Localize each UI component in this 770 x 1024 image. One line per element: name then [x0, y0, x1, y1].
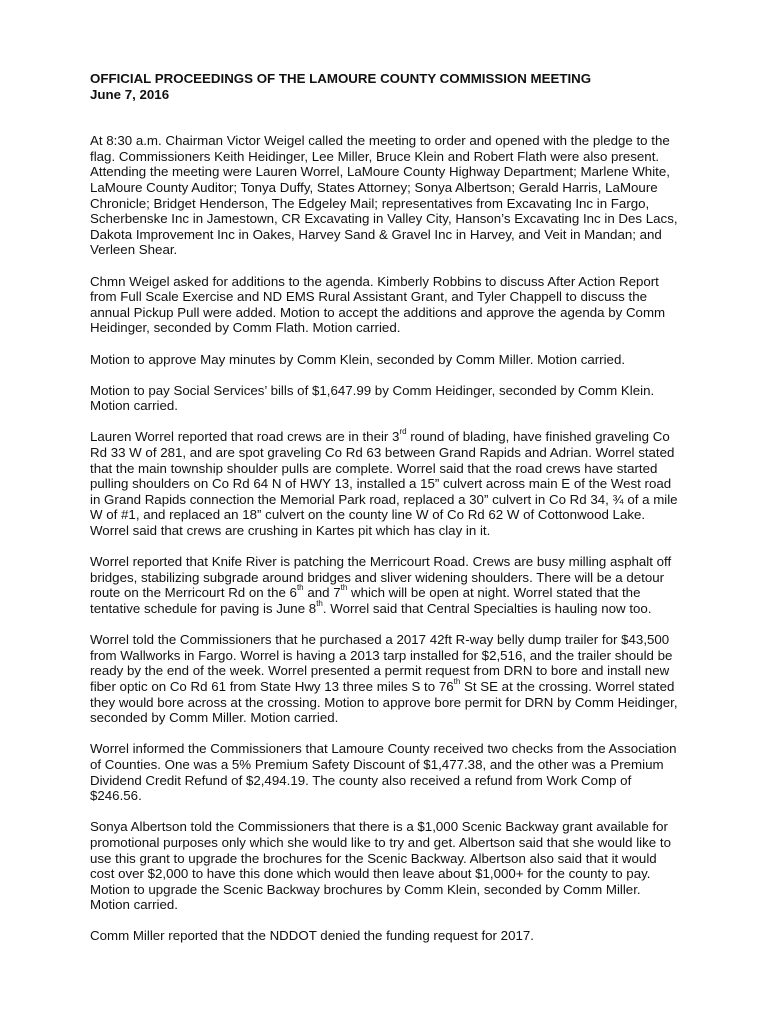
superscript: th: [453, 676, 461, 686]
document-date: June 7, 2016: [90, 86, 170, 102]
text-run: Worrel told the Commissioners that he purchased a 2017 42ft R-way belly dump trailer for $43,500 from Wallworks in Fargo. Worrel is having a 2013 tarp installed for $2,516, and the trailer should be ready by the end of the week. Worrel presented a permit request from DRN to bore and install new fiber optic on Co Rd 61 from State Hwy 13 three miles S to 76: [90, 632, 673, 694]
paragraph-knife-river: [90, 554, 680, 616]
paragraph-social-services: Motion to pay Social Services’ bills of $1,647.99 by Comm Heidinger, seconded by Comm Klein. Motion carried.: [90, 382, 655, 414]
document-header: [90, 71, 680, 102]
document-title: OFFICIAL PROCEEDINGS OF THE LAMOURE COUNTY COMMISSION MEETING: [90, 71, 592, 86]
paragraph-nddot: Comm Miller reported that the NDDOT denied the funding request for 2017.: [90, 928, 534, 944]
text-run: and 7: [303, 585, 341, 601]
text-run: round of blading, have finished graveling Co Rd 33 W of 281, and are spot graveling Co Rd 63 between Grand Rapids and Adrian. Worrel stated that the main township shoulder pulls are complete. Worrel said that the road crews have started pulling shoulders on Co Rd 64 N of HWY 13, installed a 15” culvert across main E of the West road in Grand Rapids connection the Memorial Park road, replaced a 30” culvert in Co Rd 34, ¾ of a mile W of #1, and replaced an 18” culvert on the county line W of Co Rd 62 W of Cottonwood Lake. Worrel said that crews are crushing in Kartes pit which has clay in it.: [90, 429, 678, 539]
text-run: Worrel reported that Knife River is patching the Merricourt Road. Crews are busy milling asphalt off bridges, stabilizing subgrade around bridges and sliver widening shoulders. There will be a detour route on the Merricourt Rd on the 6: [90, 554, 672, 601]
text-run: . Worrel said that Central Specialties is hauling now too.: [322, 601, 652, 616]
superscript: rd: [399, 427, 407, 437]
paragraph-association-checks: Worrel informed the Commissioners that Lamoure County received two checks from the Association of Counties. One was a 5% Premium Safety Discount of $1,477.38, and the other was a Premium Dividend Credit Refund of $2,494.19. The county also received a refund from Work Comp of $246.56.: [90, 741, 677, 804]
text-run: which will be open at night. Worrel stated that the tentative schedule for paving is June 8: [90, 585, 641, 616]
paragraph-agenda: Chmn Weigel asked for additions to the agenda. Kimberly Robbins to discuss After Action Report from Full Scale Exercise and ND EMS Rural Assistant Grant, and Tyler Chappell to discuss the annual Pickup Pull were added. Motion to accept the additions and approve the agenda by Comm Heidinger, seconded by Comm Flath. Motion carried.: [90, 273, 666, 336]
superscript: th: [340, 583, 348, 593]
text-run: Lauren Worrel reported that road crews are in their 3: [90, 429, 400, 445]
paragraph-attendance: At 8:30 a.m. Chairman Victor Weigel called the meeting to order and opened with the pledge to the flag. Commissioners Keith Heidinger, Lee Miller, Bruce Klein and Robert Flath were also present. Attending the meeting were Lauren Worrel, LaMoure County Highway Department; Marlene White, LaMoure County Auditor; Tonya Duffy, States Attorney; Sonya Albertson; Gerald Harris, LaMoure Chronicle; Bridget Henderson, The Edgeley Mail; representatives from Excavating Inc in Fargo, Scherbenske Inc in Jamestown, CR Excavating in Valley City, Hanson’s Excavating Inc in Des Lacs, Dakota Improvement Inc in Oakes, Harvey Sand & Gravel Inc in Harvey, and Veit in Mandan; and Verleen Shear.: [90, 133, 678, 258]
paragraph-minutes: Motion to approve May minutes by Comm Klein, seconded by Comm Miller. Motion carried.: [90, 351, 626, 367]
paragraph-scenic-backway: Sonya Albertson told the Commissioners that there is a $1,000 Scenic Backway grant available for promotional purposes only which she would like to try and get. Albertson said that she would like to use this grant to upgrade the brochures for the Scenic Backway. Albertson also said that it would cost over $2,000 to have this done which would then leave about $1,000+ for the county to pay. Motion to upgrade the Scenic Backway brochures by Comm Klein, seconded by Comm Miller. Motion carried.: [90, 819, 671, 913]
superscript: th: [296, 583, 304, 593]
paragraph-trailer-purchase: [90, 632, 680, 726]
superscript: th: [316, 599, 323, 608]
paragraph-road-crews: [90, 429, 680, 538]
text-run: St SE at the crossing. Worrel stated they would bore across at the crossing. Motion to approve bore permit for DRN by Comm Heidinger, seconded by Comm Miller. Motion carried.: [90, 678, 678, 726]
